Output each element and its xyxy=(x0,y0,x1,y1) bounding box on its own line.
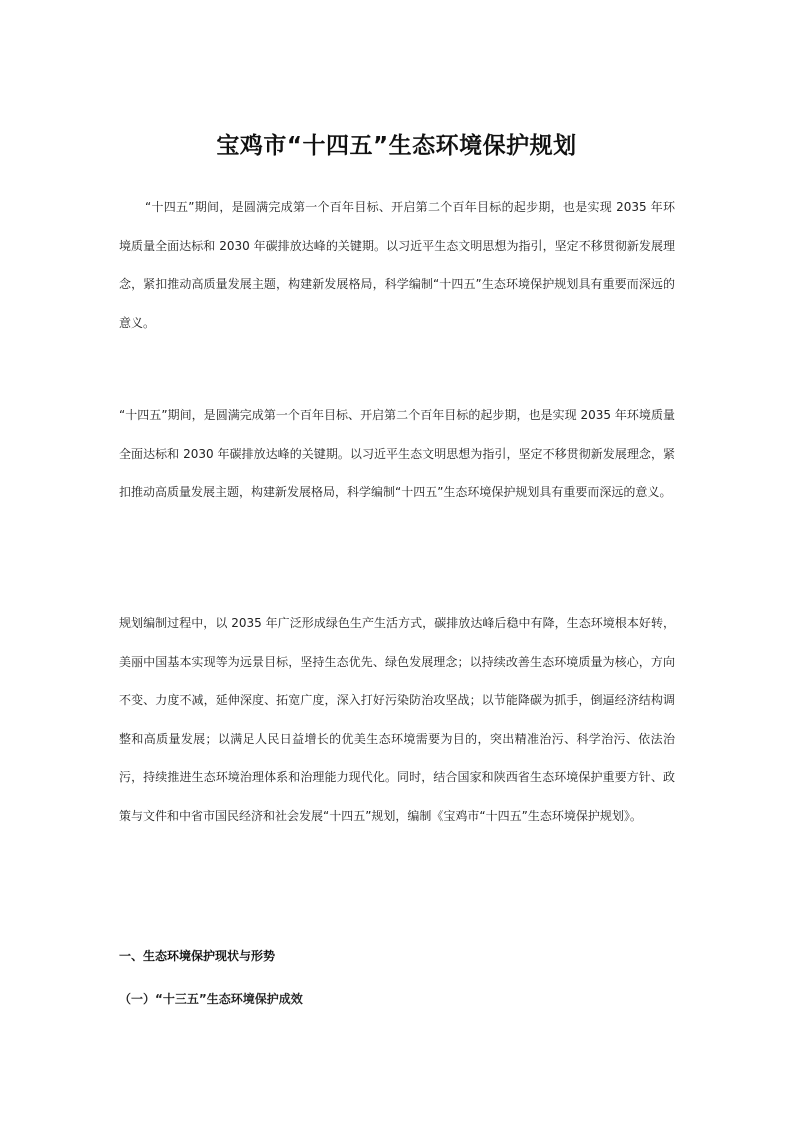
section-heading: 一、生态环境保护现状与形势 xyxy=(119,949,276,963)
repeated-intro-paragraph: “十四五”期间，是圆满完成第一个百年目标、开启第二个百年目标的起步期，也是实现 2035 年环境质量全面达标和 2030 年碳排放达峰的关键期。以习近平生态文明思想为指引，坚定不移贯彻新发展理念，紧扣推动高质量发展主题，构建新发展格局，科学编制“十四五”生态环境保护规划具有重要而深远的意义。 xyxy=(119,408,675,499)
document-title: 宝鸡市“十四五”生态环境保护规划 xyxy=(216,133,577,159)
intro-paragraph: “十四五”期间，是圆满完成第一个百年目标、开启第二个百年目标的起步期，也是实现 2035 年环境质量全面达标和 2030 年碳排放达峰的关键期。以习近平生态文明思想为指引，坚定不移贯彻新发展理念，紧扣推动高质量发展主题，构建新发展格局，科学编制“十四五”生态环境保护规划具有重要而深远的意义。 xyxy=(119,200,675,330)
planning-process-paragraph: 规划编制过程中，以 2035 年广泛形成绿色生产生活方式，碳排放达峰后稳中有降，生态环境根本好转，美丽中国基本实现等为远景目标，坚持生态优先、绿色发展理念；以持续改善生态环境质量为核心，方向不变、力度不减，延伸深度、拓宽广度，深入打好污染防治攻坚战；以节能降碳为抓手，倒逼经济结构调整和高质量发展；以满足人民日益增长的优美生态环境需要为目的，突出精准治污、科学治污、依法治污，持续推进生态环境治理体系和治理能力现代化。同时，结合国家和陕西省生态环境保护重要方针、政策与文件和中省市国民经济和社会发展“十四五”规划，编制《宝鸡市“十四五”生态环境保护规划》。 xyxy=(119,616,675,823)
subsection-heading: （一）“十三五”生态环境保护成效 xyxy=(119,992,303,1006)
